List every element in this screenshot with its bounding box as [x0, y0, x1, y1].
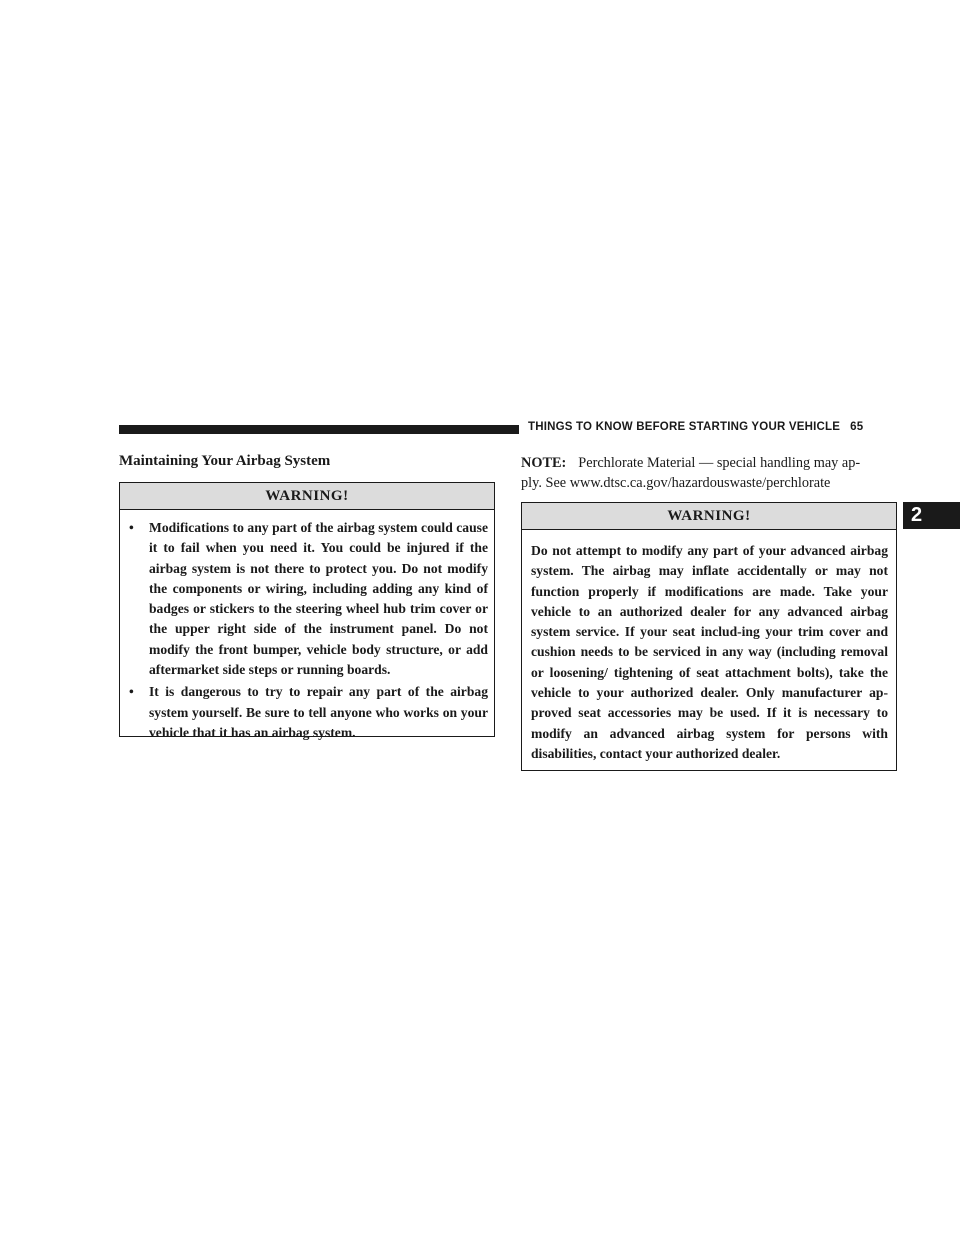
warning-body: Do not attempt to modify any part of your advanced airbag system. The airbag may inflate accidentally or may not function properly if modifications are made. Take your vehicle to an authorized dealer for any advanced airbag system service. If your seat includ-ing your trim cover and cushion needs to be serviced in any way (including removal or loosening/ tightening of seat attachment bolts), take the vehicle to your authorized dealer. Only manufacturer ap-proved seat accessories may be used. If it is necessary to modify an advanced airbag system for persons with disabilities, contact your authorized dealer. — [531, 543, 888, 761]
warning-bullet-text: It is dangerous to try to repair any part of the airbag system yourself. Be sure to tell anyone who works on your vehicle that it has an airbag system. — [149, 684, 488, 740]
warning-bullet — [129, 518, 488, 680]
bullet-icon: • — [129, 520, 134, 535]
note-label: NOTE: — [521, 455, 567, 471]
warning-body — [120, 510, 494, 743]
warning-box-advanced-airbag — [521, 502, 897, 771]
section-title: Maintaining Your Airbag System — [119, 453, 331, 469]
header-rule — [119, 425, 519, 434]
warning-heading: WARNING! — [522, 503, 896, 530]
note-text-line2: ply. See www.dtsc.ca.gov/hazardouswaste/perchlorate — [521, 475, 831, 491]
note-text-line1: Perchlorate Material — special handling may ap- — [578, 455, 861, 471]
chapter-tab: 2 — [903, 502, 960, 529]
warning-heading: WARNING! — [120, 483, 494, 510]
warning-bullet-text: Modifications to any part of the airbag system could cause it to fail when you need it. You could be injured if the airbag system is not there to protect you. Do not modify the components or wiring, including adding any kind of badges or stickers to the steering wheel hub trim cover or the upper right side of the instrument panel. Do not modify the front bumper, vehicle body structure, or add aftermarket side steps or running boards. — [149, 520, 488, 678]
header-title: THINGS TO KNOW BEFORE STARTING YOUR VEHICLE — [528, 421, 841, 433]
note-paragraph — [521, 453, 897, 493]
bullet-icon: • — [129, 684, 134, 700]
warning-bullet — [129, 682, 488, 743]
warning-box-modifications — [119, 482, 495, 740]
page-number: 65 — [850, 421, 864, 433]
running-header — [528, 421, 863, 433]
